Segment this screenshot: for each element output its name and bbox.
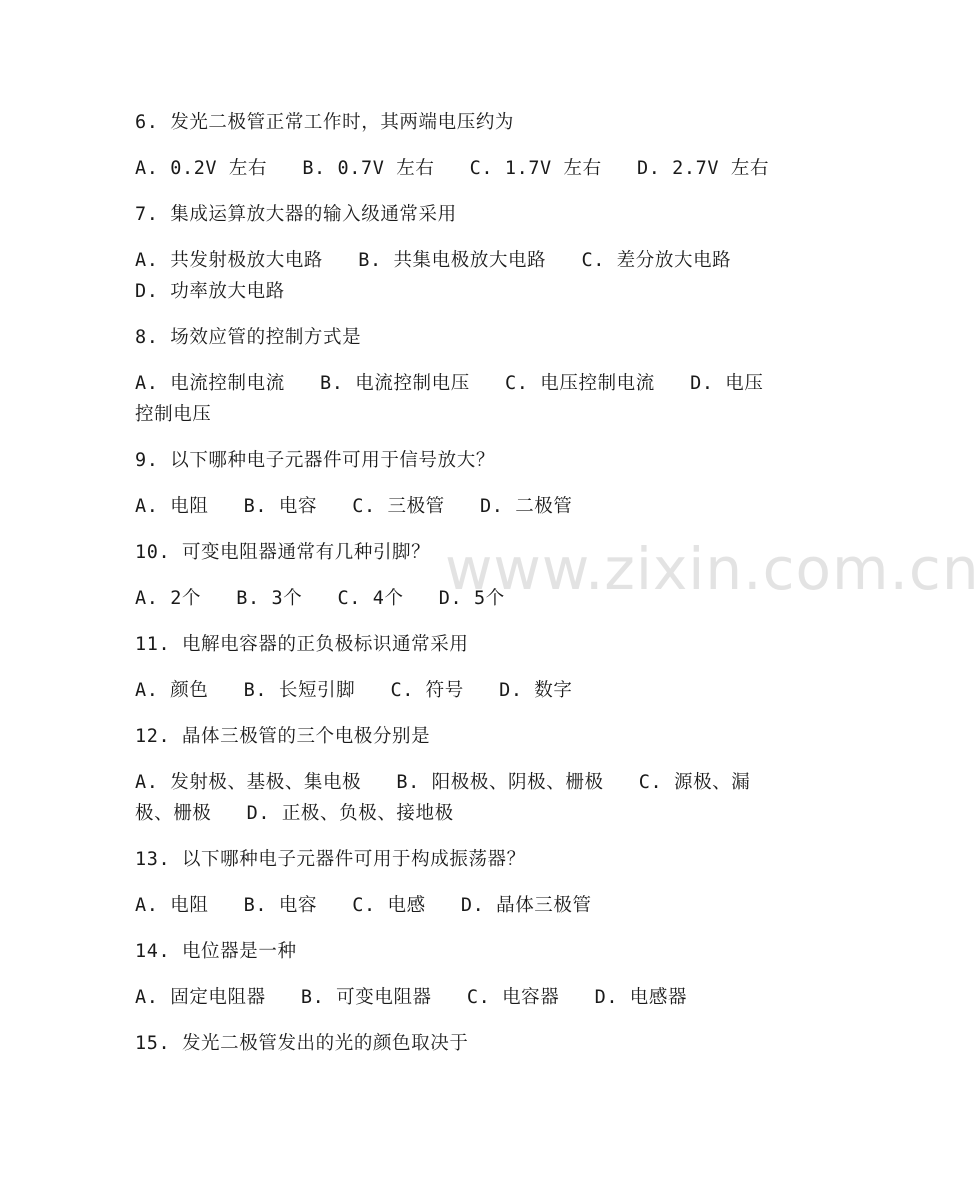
options-line: A. 颜色 B. 长短引脚 C. 符号 D. 数字 (135, 680, 573, 701)
options-block (135, 767, 785, 829)
options-line: A. 电流控制电流 B. 电流控制电压 C. 电压控制电流 D. 电压 (135, 373, 764, 394)
options-block (135, 982, 785, 1013)
question-text: 8. 场效应管的控制方式是 (135, 327, 362, 348)
question-text: 7. 集成运算放大器的输入级通常采用 (135, 204, 457, 225)
options-line: 极、栅极 D. 正极、负极、接地极 (135, 803, 454, 824)
question-text: 14. 电位器是一种 (135, 941, 297, 962)
options-line: 控制电压 (135, 404, 212, 425)
question-text: 12. 晶体三极管的三个电极分别是 (135, 726, 431, 747)
options-block (135, 890, 785, 921)
question-block (135, 537, 785, 614)
options-block (135, 245, 785, 307)
options-line: A. 发射极、基极、集电极 B. 阳极极、阴极、栅极 C. 源极、漏 (135, 772, 751, 793)
question-text: 9. 以下哪种电子元器件可用于信号放大？ (135, 450, 495, 471)
options-block (135, 153, 785, 184)
options-block (135, 491, 785, 522)
question-text: 10. 可变电阻器通常有几种引脚？ (135, 542, 431, 563)
question-block (135, 322, 785, 430)
options-block (135, 368, 785, 430)
options-line: A. 2个 B. 3个 C. 4个 D. 5个 (135, 588, 505, 609)
question-block (135, 936, 785, 1013)
options-line: D. 功率放大电路 (135, 281, 285, 302)
question-block (135, 629, 785, 706)
question-block (135, 107, 785, 184)
options-line: A. 电阻 B. 电容 C. 三极管 D. 二极管 (135, 496, 573, 517)
watermark: www.zixin.com.cn (445, 535, 980, 603)
question-text: 6. 发光二极管正常工作时，其两端电压约为 (135, 112, 515, 133)
question-block (135, 844, 785, 921)
question-block (135, 445, 785, 522)
question-list (135, 107, 785, 1074)
options-line: A. 电阻 B. 电容 C. 电感 D. 晶体三极管 (135, 895, 592, 916)
options-line: A. 固定电阻器 B. 可变电阻器 C. 电容器 D. 电感器 (135, 987, 688, 1008)
options-line: A. 0.2V 左右 B. 0.7V 左右 C. 1.7V 左右 D. 2.7V 左右 (135, 158, 770, 179)
question-block (135, 1028, 785, 1059)
question-block (135, 199, 785, 307)
options-block (135, 675, 785, 706)
options-block (135, 583, 785, 614)
question-block (135, 721, 785, 829)
question-text: 15. 发光二极管发出的光的颜色取决于 (135, 1033, 469, 1054)
question-text: 13. 以下哪种电子元器件可用于构成振荡器？ (135, 849, 526, 870)
options-line: A. 共发射极放大电路 B. 共集电极放大电路 C. 差分放大电路 (135, 250, 732, 271)
question-text: 11. 电解电容器的正负极标识通常采用 (135, 634, 469, 655)
